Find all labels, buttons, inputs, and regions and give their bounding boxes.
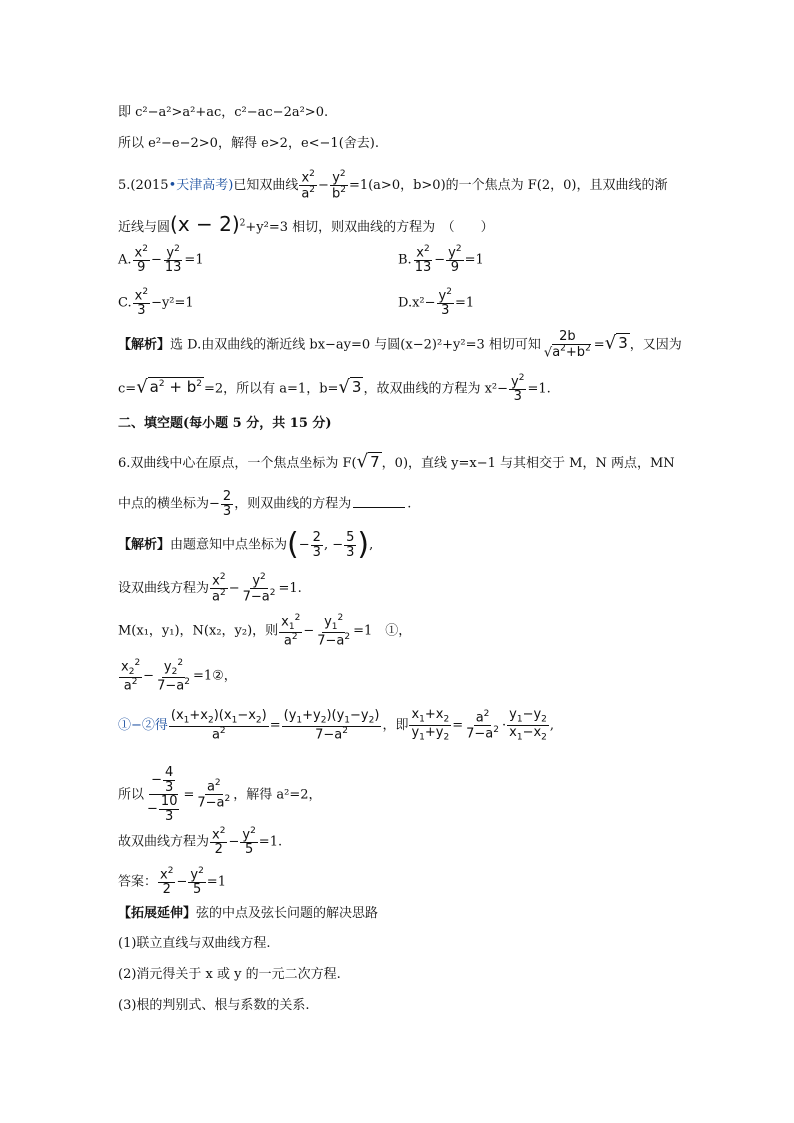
analysis-6-line-6: 所以 − $\frac{4}{3}$ − $\frac{10}{3}$ = $\frac{a^2}{7-a^2}$ ，解得 a²=2， bbox=[118, 765, 322, 824]
analysis-6-line-2: 设双曲线方程为 $\frac{x^2}{a^2}$ − $\frac{y^2}{7-a^2}$ =1. bbox=[118, 572, 302, 605]
analysis-tag: 【解析】 bbox=[118, 337, 171, 353]
fraction: $\frac{y^2}{b^2}$ bbox=[331, 169, 346, 202]
source-tag: •天津高考) bbox=[168, 177, 234, 193]
fraction: $\frac{x^2}{a^2}$ bbox=[301, 169, 316, 202]
analysis-6-line-4: $\frac{x_2^2}{a^2}$ − $\frac{y_2^2}{7-a^2}$ =1②， bbox=[121, 658, 237, 694]
extension-tag: 【拓展延伸】 bbox=[118, 906, 197, 921]
analysis-6-line-7: 故双曲线方程为 $\frac{x^2}{2}$ − $\frac{y^2}{5}$ =1. bbox=[118, 826, 283, 857]
extension-title: 【拓展延伸】弦的中点及弦长问题的解决思路 bbox=[118, 906, 379, 921]
section-title: 二、填空题(每小题 5 分，共 15 分) bbox=[118, 416, 332, 431]
text-line-1: 即 c²−a²>a²+ac，c²−ac−2a²>0. bbox=[118, 105, 329, 120]
question-5-line-1: 5.(2015•天津高考)已知双曲线 $\frac{x^2}{a^2}$ − $\frac{y^2}{b^2}$ =1(a>0，b>0)的一个焦点为 F(2，0)，且双曲线的渐 bbox=[118, 169, 668, 202]
analysis-6-line-1: 【解析】由题意知中点坐标为(− $\frac{2}{3}$ , − $\frac{5}{3}$ ), bbox=[118, 527, 374, 562]
analysis-6-line-5: ①−②得 $\frac{(x_1+x_2)(x_1-x_2)}{a^2}$ = $\frac{(y_1+y_2)(y_1-y_2)}{7-a^2}$ ，即 $\frac{x_1+x_2}{y_1+y_2}$ = $\frac{a^2}{7-a^2}$ · $\frac{y_1-y_2}{x_1-x_2}$ , bbox=[118, 707, 555, 743]
extension-step-3: (3)根的判别式、根与系数的关系. bbox=[118, 998, 310, 1013]
option-b: B. $\frac{x^2}{13}$ − $\frac{y^2}{9}$ =1 bbox=[398, 244, 484, 275]
question-6-line-2: 中点的横坐标为− $\frac{2}{3}$ ，则双曲线的方程为 . bbox=[118, 489, 412, 519]
option-a: A. $\frac{x^2}{9}$ − $\frac{y^2}{13}$ =1 bbox=[118, 244, 204, 275]
question-5-line-2: 近线与圆$(x - 2)^2+y^2=3$ 相切，则双曲线的方程为 （ ） bbox=[118, 212, 494, 236]
option-c: C. $\frac{x^2}{3}$ −y²=1 bbox=[118, 287, 194, 318]
option-d: D.x²− $\frac{y^2}{3}$ =1 bbox=[398, 287, 475, 318]
analysis-tag: 【解析】 bbox=[118, 537, 171, 553]
analysis-6-line-3: M(x₁，y₁)，N(x₂，y₂)，则 $\frac{x_1^2}{a^2}$ − $\frac{y_1^2}{7-a^2}$ =1 ①， bbox=[118, 613, 412, 649]
question-6-line-1: 6.双曲线中心在原点，一个焦点坐标为 F(√ 7 ，0)，直线 y=x−1 与其相交于 M，N 两点，MN bbox=[118, 451, 675, 472]
answer-line: 答案： $\frac{x^2}{2}$ − $\frac{y^2}{5}$ =1 bbox=[118, 866, 226, 897]
extension-step-2: (2)消元得关于 x 或 y 的一元二次方程. bbox=[118, 967, 341, 982]
analysis-5-line-2: c=√ $a^2 + b^2 =2$，所以有 a=1，b=√ 3 ，故双曲线的方程为 x²− $\frac{y^2}{3}$ =1. bbox=[118, 373, 551, 404]
analysis-5-line-1: 【解析】选 D.由双曲线的渐近线 bx−ay=0 与圆(x−2)²+y²=3 相切可知 $\frac{2b}{√a^2+b^2}$ =√ 3 ，又因为 bbox=[118, 329, 682, 360]
extension-step-1: (1)联立直线与双曲线方程. bbox=[118, 936, 271, 951]
text-line-2: 所以 e²−e−2>0，解得 e>2，e<−1(舍去). bbox=[118, 136, 379, 151]
answer-blank bbox=[353, 507, 405, 508]
